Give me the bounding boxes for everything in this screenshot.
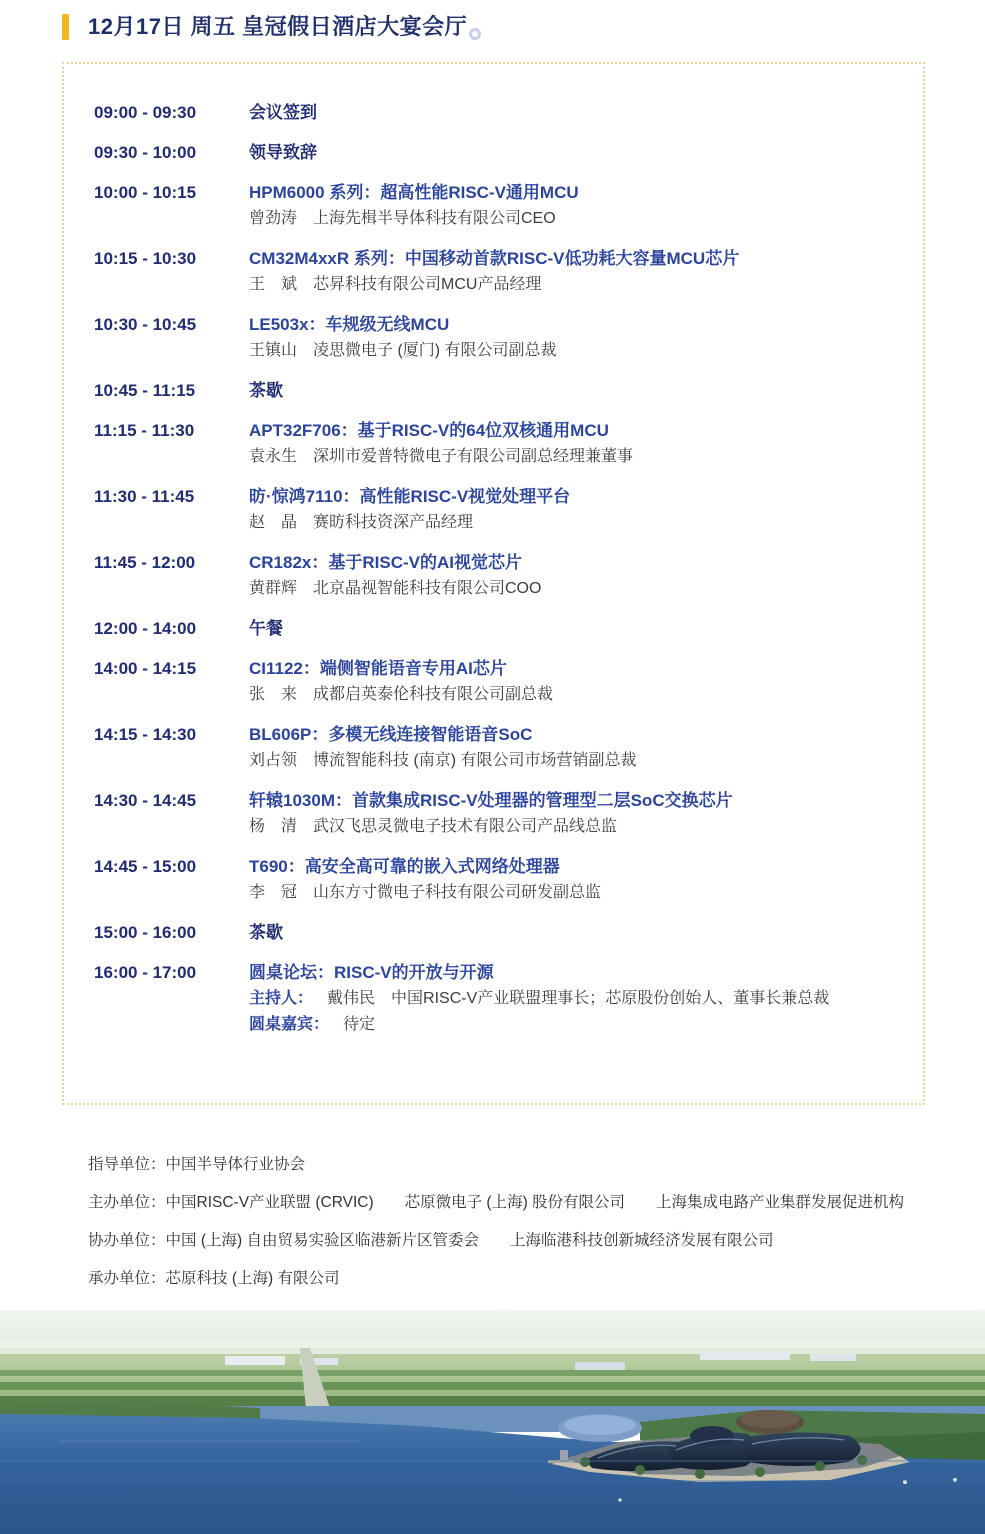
organization-line — [88, 1193, 948, 1213]
agenda-time: 15:00 - 16:00 — [94, 923, 197, 942]
session-title: CI1122：端侧智能语音专用AI芯片 — [249, 659, 507, 678]
agenda-row — [94, 788, 903, 840]
organization-label: 主办单位： — [88, 1194, 166, 1211]
session-speaker: 杨 清 武汉飞思灵微电子技术有限公司产品线总监 — [249, 818, 618, 835]
agenda-row — [94, 418, 903, 470]
agenda-time: 14:15 - 14:30 — [94, 725, 197, 744]
agenda-row — [94, 484, 903, 536]
session-title: 会议签到 — [249, 103, 317, 122]
agenda-time: 10:15 - 10:30 — [94, 249, 197, 268]
session-title: 昉·惊鸿7110：高性能RISC-V视觉处理平台 — [249, 487, 571, 506]
agenda-content — [249, 312, 903, 364]
agenda-content — [249, 854, 903, 906]
agenda-time: 11:15 - 11:30 — [94, 421, 195, 440]
session-speaker: 赵 晶 赛昉科技资深产品经理 — [249, 514, 474, 531]
agenda-time: 11:45 - 12:00 — [94, 553, 196, 572]
agenda-row — [94, 960, 903, 1038]
organization-label: 承办单位： — [88, 1270, 166, 1287]
session-speaker: 王 斌 芯昇科技有限公司MCU产品经理 — [249, 276, 542, 293]
agenda-time: 09:30 - 10:00 — [94, 143, 197, 162]
organization-label: 协办单位： — [88, 1232, 166, 1249]
session-title: CR182x：基于RISC-V的AI视觉芯片 — [249, 553, 522, 572]
agenda-row — [94, 920, 903, 946]
agenda-time: 14:30 - 14:45 — [94, 791, 197, 810]
organization-line — [88, 1155, 948, 1175]
agenda-content — [249, 656, 903, 708]
session-speaker: 袁永生 深圳市爱普特微电子有限公司副总经理兼董事 — [249, 448, 634, 465]
roundtable-host-line — [249, 986, 903, 1012]
agenda-row — [94, 378, 903, 404]
host-label: 主持人： — [249, 990, 314, 1007]
agenda-box — [62, 62, 925, 1105]
session-title: 午餐 — [249, 619, 283, 638]
roundtable-guest-line — [249, 1012, 903, 1038]
page-header — [62, 13, 481, 41]
session-title: BL606P：多模无线连接智能语音SoC — [249, 725, 533, 744]
agenda-row — [94, 656, 903, 708]
ring-icon — [469, 28, 481, 40]
agenda-time: 10:45 - 11:15 — [94, 381, 196, 400]
agenda-content — [249, 788, 903, 840]
page-title-text: 12月17日 周五 皇冠假日酒店大宴会厅 — [88, 14, 468, 39]
session-title: HPM6000 系列：超高性能RISC-V通用MCU — [249, 183, 579, 202]
agenda-row — [94, 854, 903, 906]
page-title — [88, 13, 481, 41]
guest-text: 待定 — [343, 1016, 376, 1033]
agenda-time: 09:00 - 09:30 — [94, 103, 197, 122]
agenda-content — [249, 378, 903, 404]
organization-line — [88, 1231, 948, 1251]
organization-text: 中国RISC-V产业联盟 (CRVIC) 芯原微电子 (上海) 股份有限公司 上海集成电路产业集群发展促进机构 — [165, 1194, 905, 1211]
title-accent-bar — [62, 14, 69, 40]
agenda-row — [94, 100, 903, 126]
agenda-content — [249, 616, 903, 642]
agenda-time: 12:00 - 14:00 — [94, 619, 197, 638]
session-speaker: 李 冠 山东方寸微电子科技有限公司研发副总监 — [249, 884, 602, 901]
agenda-content — [249, 960, 903, 1038]
organization-line — [88, 1269, 948, 1289]
agenda-content — [249, 100, 903, 126]
agenda-row — [94, 550, 903, 602]
guest-label: 圆桌嘉宾： — [249, 1016, 330, 1033]
agenda-content — [249, 418, 903, 470]
footer-photo — [0, 1310, 985, 1534]
session-title: 轩辕1030M：首款集成RISC-V处理器的管理型二层SoC交换芯片 — [249, 791, 733, 810]
agenda-content — [249, 180, 903, 232]
organization-label: 指导单位： — [88, 1156, 166, 1173]
session-title: APT32F706：基于RISC-V的64位双核通用MCU — [249, 421, 609, 440]
session-title: T690：高安全高可靠的嵌入式网络处理器 — [249, 857, 560, 876]
session-title: 圆桌论坛：RISC-V的开放与开源 — [249, 963, 494, 982]
session-speaker: 曾劲涛 上海先楫半导体科技有限公司CEO — [249, 210, 556, 227]
agenda-content — [249, 246, 903, 298]
session-title: 茶歇 — [249, 381, 283, 400]
agenda-row — [94, 312, 903, 364]
session-speaker: 刘占领 博流智能科技 (南京) 有限公司市场营销副总裁 — [249, 752, 637, 769]
session-title: 领导致辞 — [249, 143, 317, 162]
session-title: LE503x：车规级无线MCU — [249, 315, 450, 334]
agenda-time: 10:00 - 10:15 — [94, 183, 197, 202]
organizations-section — [88, 1155, 948, 1307]
agenda-rows — [94, 100, 903, 1038]
agenda-row — [94, 246, 903, 298]
session-speaker: 王镇山 凌思微电子 (厦门) 有限公司副总裁 — [249, 342, 557, 359]
organization-text: 芯原科技 (上海) 有限公司 — [165, 1270, 340, 1287]
agenda-content — [249, 722, 903, 774]
agenda-row — [94, 722, 903, 774]
session-speaker: 张 来 成都启英泰伦科技有限公司副总裁 — [249, 686, 554, 703]
agenda-time: 10:30 - 10:45 — [94, 315, 197, 334]
agenda-row — [94, 180, 903, 232]
session-title: CM32M4xxR 系列：中国移动首款RISC-V低功耗大容量MCU芯片 — [249, 249, 740, 268]
organization-text: 中国半导体行业协会 — [165, 1156, 306, 1173]
agenda-time: 16:00 - 17:00 — [94, 963, 197, 982]
agenda-content — [249, 140, 903, 166]
session-speaker: 黄群辉 北京晶视智能科技有限公司COO — [249, 580, 542, 597]
agenda-time: 14:45 - 15:00 — [94, 857, 197, 876]
lake-aerial-illustration — [0, 1310, 985, 1534]
session-title: 茶歇 — [249, 923, 283, 942]
agenda-row — [94, 140, 903, 166]
agenda-content — [249, 484, 903, 536]
agenda-content — [249, 920, 903, 946]
organization-text: 中国 (上海) 自由贸易实验区临港新片区管委会 上海临港科技创新城经济发展有限公司 — [165, 1232, 774, 1249]
agenda-time: 11:30 - 11:45 — [94, 487, 195, 506]
agenda-time: 14:00 - 14:15 — [94, 659, 197, 678]
agenda-content — [249, 550, 903, 602]
host-text: 戴伟民 中国RISC-V产业联盟理事长；芯原股份创始人、董事长兼总裁 — [327, 990, 830, 1007]
agenda-row — [94, 616, 903, 642]
